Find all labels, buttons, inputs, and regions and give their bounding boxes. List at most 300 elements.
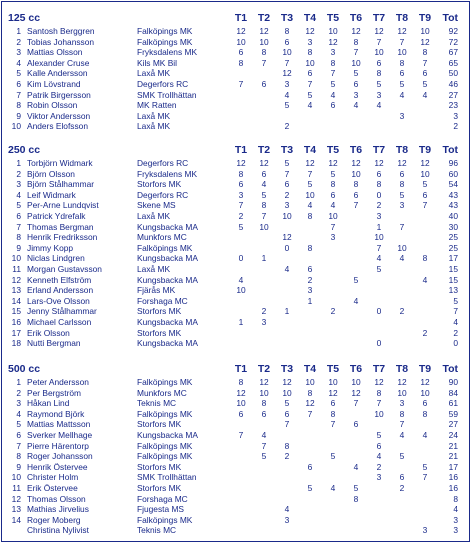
column-header-t2: T2 bbox=[257, 363, 271, 375]
rider-name-cell: Kalle Andersson bbox=[27, 68, 88, 79]
total-cell: 7 bbox=[453, 306, 458, 317]
table-row bbox=[0, 409, 473, 420]
score-cell-t3: 2 bbox=[284, 121, 290, 132]
class-250cc-section bbox=[0, 142, 473, 349]
club-cell: Falköpings MK bbox=[137, 451, 193, 462]
column-header-t9: T9 bbox=[418, 144, 432, 156]
table-row bbox=[0, 158, 473, 169]
score-cell-t3: 4 bbox=[284, 504, 290, 515]
score-cell-t9: 12 bbox=[420, 158, 430, 168]
score-cell-t5: 8 bbox=[330, 408, 336, 419]
score-cell-t7: 8 bbox=[376, 179, 382, 190]
score-cell-t7: 6 bbox=[376, 440, 382, 451]
club-cell: Kungsbacka MA bbox=[137, 221, 198, 232]
score-cell-t9: 10 bbox=[420, 26, 430, 36]
score-cell-t6: 8 bbox=[353, 36, 359, 47]
score-cell-t7: 7 bbox=[376, 36, 382, 47]
position-cell: 6 bbox=[16, 429, 21, 440]
total-cell: 96 bbox=[448, 158, 458, 168]
total-cell: 50 bbox=[448, 68, 458, 79]
score-cell-t4: 2 bbox=[307, 274, 313, 285]
score-cell-t4: 12 bbox=[305, 158, 315, 168]
position-cell: 2 bbox=[16, 168, 21, 179]
score-cell-t2: 10 bbox=[259, 387, 269, 398]
score-cell-t9: 12 bbox=[420, 36, 430, 47]
total-cell: 16 bbox=[448, 472, 458, 483]
score-cell-t4: 5 bbox=[307, 179, 313, 190]
score-cell-t8: 4 bbox=[399, 429, 405, 440]
score-cell-t6: 6 bbox=[353, 189, 359, 200]
total-cell: 60 bbox=[448, 168, 458, 179]
total-cell: 27 bbox=[448, 419, 458, 430]
score-cell-t7: 7 bbox=[376, 242, 382, 253]
score-cell-t2: 10 bbox=[259, 36, 269, 47]
score-cell-t3: 12 bbox=[282, 377, 292, 387]
score-cell-t5: 12 bbox=[328, 158, 338, 168]
score-cell-t7: 1 bbox=[376, 221, 382, 232]
score-cell-t7: 7 bbox=[376, 398, 382, 409]
score-cell-t2: 1 bbox=[261, 253, 267, 264]
club-cell: Laxå MK bbox=[137, 110, 171, 121]
rider-name-cell: Torbjörn Widmark bbox=[27, 158, 93, 168]
position-cell: 18 bbox=[11, 338, 21, 349]
table-row bbox=[0, 275, 473, 286]
score-cell-t6: 10 bbox=[351, 168, 361, 179]
table-row bbox=[0, 472, 473, 483]
total-cell: 4 bbox=[453, 316, 458, 327]
score-cell-t4: 12 bbox=[305, 26, 315, 36]
table-row bbox=[0, 68, 473, 79]
total-cell: 3 bbox=[453, 110, 458, 121]
total-cell: 59 bbox=[448, 408, 458, 419]
total-cell: 3 bbox=[453, 514, 458, 525]
total-cell: 4 bbox=[453, 504, 458, 515]
score-cell-t5: 3 bbox=[330, 232, 336, 243]
rider-name-cell: Michael Carlsson bbox=[27, 316, 92, 327]
rider-name-cell: Santosh Berggren bbox=[27, 26, 95, 36]
score-cell-t4: 8 bbox=[307, 242, 313, 253]
score-cell-t8: 8 bbox=[399, 57, 405, 68]
total-cell: 25 bbox=[448, 232, 458, 243]
position-cell: 14 bbox=[11, 295, 21, 306]
rider-name-cell: Pierre Härentorp bbox=[27, 440, 89, 451]
club-cell: Falköpings MK bbox=[137, 377, 193, 387]
table-row bbox=[0, 430, 473, 441]
rider-name-cell: Lars-Ove Olsson bbox=[27, 295, 90, 306]
club-cell: Teknis MC bbox=[137, 398, 177, 409]
score-cell-t2: 6 bbox=[261, 408, 267, 419]
position-cell: 16 bbox=[11, 316, 21, 327]
rider-name-cell: Erik Olsson bbox=[27, 327, 70, 338]
score-cell-t1: 8 bbox=[238, 377, 244, 387]
score-cell-t4: 3 bbox=[307, 285, 313, 296]
table-row bbox=[0, 285, 473, 296]
score-cell-t1: 8 bbox=[238, 57, 244, 68]
table-row bbox=[0, 222, 473, 233]
table-row bbox=[0, 90, 473, 101]
score-cell-t9: 6 bbox=[422, 398, 428, 409]
rider-name-cell: Niclas Lindgren bbox=[27, 253, 85, 264]
score-cell-t8: 6 bbox=[399, 472, 405, 483]
total-cell: 90 bbox=[448, 377, 458, 387]
score-cell-t5: 5 bbox=[330, 78, 336, 89]
score-cell-t9: 5 bbox=[422, 179, 428, 190]
club-cell: Falköpings MK bbox=[137, 440, 193, 451]
score-cell-t5: 5 bbox=[330, 168, 336, 179]
score-cell-t9: 5 bbox=[422, 461, 428, 472]
score-cell-t2: 7 bbox=[261, 57, 267, 68]
rider-name-cell: Tobias Johansson bbox=[27, 36, 95, 47]
score-cell-t9: 4 bbox=[422, 89, 428, 100]
table-row bbox=[0, 296, 473, 307]
club-cell: Laxå MK bbox=[137, 210, 171, 221]
table-row bbox=[0, 515, 473, 526]
total-cell: 21 bbox=[448, 440, 458, 451]
club-cell: Munkfors MC bbox=[137, 232, 187, 243]
club-cell: Falköpings MK bbox=[137, 36, 193, 47]
score-cell-t6: 5 bbox=[353, 68, 359, 79]
score-cell-t1: 12 bbox=[236, 158, 246, 168]
score-cell-t5: 10 bbox=[328, 377, 338, 387]
position-cell: 6 bbox=[16, 78, 21, 89]
score-cell-t2: 12 bbox=[259, 26, 269, 36]
score-cell-t1: 6 bbox=[238, 179, 244, 190]
score-cell-t5: 6 bbox=[330, 189, 336, 200]
rider-name-cell: Mattias Olsson bbox=[27, 47, 83, 58]
rider-name-cell: Mattias Mattsson bbox=[27, 419, 91, 430]
club-cell: Fryksdalens MK bbox=[137, 168, 198, 179]
score-cell-t9: 7 bbox=[422, 472, 428, 483]
class-500cc-section bbox=[0, 361, 473, 536]
score-cell-t5: 10 bbox=[328, 210, 338, 221]
score-cell-t3: 12 bbox=[282, 68, 292, 79]
score-cell-t1: 12 bbox=[236, 387, 246, 398]
score-cell-t4: 7 bbox=[307, 408, 313, 419]
score-cell-t3: 10 bbox=[282, 47, 292, 58]
club-cell: Storfors MK bbox=[137, 482, 182, 493]
score-cell-t1: 7 bbox=[238, 429, 244, 440]
club-cell: MK Ratten bbox=[137, 100, 177, 111]
club-cell: Falköpings MK bbox=[137, 26, 193, 36]
score-cell-t7: 10 bbox=[374, 47, 384, 58]
score-cell-t3: 8 bbox=[284, 26, 290, 36]
table-row bbox=[0, 328, 473, 339]
score-cell-t5: 7 bbox=[330, 419, 336, 430]
score-cell-t6: 7 bbox=[353, 47, 359, 58]
rider-name-cell: Robin Olsson bbox=[27, 100, 78, 111]
total-cell: 30 bbox=[448, 221, 458, 232]
score-cell-t7: 2 bbox=[376, 200, 382, 211]
rider-name-cell: Thomas Olsson bbox=[27, 493, 86, 504]
class-header-row bbox=[0, 10, 473, 26]
rider-name-cell: Henrik Östervee bbox=[27, 461, 88, 472]
score-cell-t8: 12 bbox=[397, 377, 407, 387]
table-row bbox=[0, 121, 473, 132]
score-cell-t2: 6 bbox=[261, 168, 267, 179]
score-cell-t3: 8 bbox=[284, 440, 290, 451]
score-cell-t1: 6 bbox=[238, 408, 244, 419]
score-cell-t7: 8 bbox=[376, 68, 382, 79]
score-cell-t4: 5 bbox=[307, 89, 313, 100]
column-header-t8: T8 bbox=[395, 144, 409, 156]
column-header-t9: T9 bbox=[418, 363, 432, 375]
column-header-t8: T8 bbox=[395, 12, 409, 24]
score-cell-t7: 8 bbox=[376, 387, 382, 398]
score-cell-t5: 10 bbox=[328, 26, 338, 36]
rider-name-cell: Anders Elofsson bbox=[27, 121, 88, 132]
score-cell-t8: 7 bbox=[399, 419, 405, 430]
total-cell: 65 bbox=[448, 57, 458, 68]
position-cell: 8 bbox=[16, 232, 21, 243]
column-header-t7: T7 bbox=[372, 363, 386, 375]
club-cell: Fjärås MK bbox=[137, 285, 176, 296]
class-title: 125 cc bbox=[8, 12, 41, 24]
score-cell-t8: 8 bbox=[399, 179, 405, 190]
score-cell-t5: 8 bbox=[330, 179, 336, 190]
rider-name-cell: Björn Stålhammar bbox=[27, 179, 95, 190]
column-header-t1: T1 bbox=[234, 12, 248, 24]
position-cell: 1 bbox=[16, 377, 21, 387]
score-cell-t3: 3 bbox=[284, 78, 290, 89]
score-cell-t1: 12 bbox=[236, 26, 246, 36]
rider-name-cell: Alexander Cruse bbox=[27, 57, 90, 68]
table-row bbox=[0, 211, 473, 222]
score-cell-t5: 5 bbox=[330, 451, 336, 462]
score-cell-t3: 10 bbox=[282, 210, 292, 221]
score-cell-t8: 7 bbox=[399, 36, 405, 47]
score-cell-t7: 4 bbox=[376, 100, 382, 111]
column-header-tot: Tot bbox=[442, 363, 458, 375]
score-cell-t3: 3 bbox=[284, 514, 290, 525]
score-cell-t6: 8 bbox=[353, 493, 359, 504]
score-cell-t2: 5 bbox=[261, 189, 267, 200]
score-cell-t4: 3 bbox=[307, 36, 313, 47]
score-cell-t7: 4 bbox=[376, 451, 382, 462]
total-cell: 21 bbox=[448, 451, 458, 462]
club-cell: Laxå MK bbox=[137, 68, 171, 79]
table-row bbox=[0, 306, 473, 317]
score-cell-t1: 10 bbox=[236, 36, 246, 47]
score-cell-t8: 10 bbox=[397, 387, 407, 398]
score-cell-t1: 6 bbox=[238, 47, 244, 58]
table-row bbox=[0, 441, 473, 452]
score-cell-t6: 4 bbox=[353, 295, 359, 306]
club-cell: Degerfors RC bbox=[137, 78, 189, 89]
score-cell-t6: 6 bbox=[353, 78, 359, 89]
club-cell: Forshaga MC bbox=[137, 295, 188, 306]
score-cell-t7: 0 bbox=[376, 338, 382, 349]
club-cell: Kils MK Bil bbox=[137, 57, 178, 68]
position-cell: 2 bbox=[16, 387, 21, 398]
score-cell-t9: 4 bbox=[422, 274, 428, 285]
score-cell-t8: 2 bbox=[399, 482, 405, 493]
club-cell: Kungsbacka MA bbox=[137, 338, 198, 349]
score-cell-t3: 0 bbox=[284, 242, 290, 253]
club-cell: Storfors MK bbox=[137, 461, 182, 472]
score-cell-t5: 8 bbox=[330, 57, 336, 68]
table-row bbox=[0, 200, 473, 211]
table-row bbox=[0, 243, 473, 254]
total-cell: 27 bbox=[448, 89, 458, 100]
score-cell-t8: 4 bbox=[399, 253, 405, 264]
score-cell-t6: 12 bbox=[351, 158, 361, 168]
total-cell: 5 bbox=[453, 295, 458, 306]
table-row bbox=[0, 253, 473, 264]
rider-name-cell: Nutti Bergman bbox=[27, 338, 81, 349]
score-cell-t7: 3 bbox=[376, 472, 382, 483]
rider-name-cell: Håkan Lind bbox=[27, 398, 70, 409]
rider-name-cell: Patrik Birgersson bbox=[27, 89, 91, 100]
column-header-t2: T2 bbox=[257, 144, 271, 156]
score-cell-t3: 5 bbox=[284, 398, 290, 409]
score-cell-t9: 4 bbox=[422, 429, 428, 440]
score-cell-t9: 8 bbox=[422, 253, 428, 264]
club-cell: Falköpings MK bbox=[137, 514, 193, 525]
score-cell-t8: 3 bbox=[399, 110, 405, 121]
column-header-t2: T2 bbox=[257, 12, 271, 24]
score-cell-t2: 3 bbox=[261, 316, 267, 327]
score-cell-t6: 8 bbox=[353, 179, 359, 190]
rider-name-cell: Per Bergström bbox=[27, 387, 81, 398]
table-row bbox=[0, 388, 473, 399]
table-row bbox=[0, 169, 473, 180]
score-cell-t3: 7 bbox=[284, 57, 290, 68]
score-cell-t3: 12 bbox=[282, 232, 292, 243]
rider-name-cell: Christer Holm bbox=[27, 472, 79, 483]
total-cell: 46 bbox=[448, 78, 458, 89]
score-cell-t4: 6 bbox=[307, 263, 313, 274]
total-cell: 43 bbox=[448, 189, 458, 200]
score-cell-t3: 7 bbox=[284, 168, 290, 179]
score-cell-t3: 10 bbox=[282, 387, 292, 398]
score-cell-t8: 7 bbox=[399, 221, 405, 232]
score-cell-t9: 7 bbox=[422, 57, 428, 68]
column-header-t6: T6 bbox=[349, 144, 363, 156]
position-cell: 11 bbox=[12, 263, 21, 274]
score-cell-t3: 4 bbox=[284, 263, 290, 274]
score-cell-t8: 2 bbox=[399, 306, 405, 317]
score-cell-t4: 10 bbox=[305, 57, 315, 68]
position-cell: 3 bbox=[16, 179, 21, 190]
table-row bbox=[0, 504, 473, 515]
club-cell: SMK Trollhättan bbox=[137, 89, 197, 100]
score-cell-t2: 10 bbox=[259, 221, 269, 232]
club-cell: Falköpings MK bbox=[137, 408, 193, 419]
score-cell-t9: 6 bbox=[422, 189, 428, 200]
position-cell: 5 bbox=[16, 200, 21, 211]
table-row bbox=[0, 264, 473, 275]
score-cell-t5: 7 bbox=[330, 68, 336, 79]
score-cell-t1: 2 bbox=[238, 210, 244, 221]
position-cell: 7 bbox=[16, 440, 21, 451]
score-cell-t9: 3 bbox=[422, 525, 428, 536]
table-row bbox=[0, 377, 473, 388]
total-cell: 25 bbox=[448, 242, 458, 253]
score-cell-t7: 12 bbox=[374, 377, 384, 387]
score-cell-t1: 4 bbox=[238, 274, 244, 285]
table-row bbox=[0, 398, 473, 409]
club-cell: SMK Trollhättan bbox=[137, 472, 197, 483]
score-cell-t1: 8 bbox=[238, 168, 244, 179]
table-row bbox=[0, 111, 473, 122]
score-cell-t4: 8 bbox=[307, 47, 313, 58]
score-cell-t2: 8 bbox=[261, 47, 267, 58]
class-header-row bbox=[0, 142, 473, 158]
table-row bbox=[0, 100, 473, 111]
club-cell: Kungsbacka MA bbox=[137, 274, 198, 285]
score-cell-t8: 10 bbox=[397, 242, 407, 253]
position-cell: 13 bbox=[11, 504, 21, 515]
club-cell: Munkfors MC bbox=[137, 387, 187, 398]
table-row bbox=[0, 419, 473, 430]
score-cell-t6: 7 bbox=[353, 200, 359, 211]
score-cell-t4: 8 bbox=[307, 387, 313, 398]
table-row bbox=[0, 232, 473, 243]
score-cell-t9: 8 bbox=[422, 408, 428, 419]
score-cell-t1: 1 bbox=[238, 316, 244, 327]
score-cell-t6: 6 bbox=[353, 419, 359, 430]
club-cell: Storfors MK bbox=[137, 306, 182, 317]
rider-name-cell: Jenny Stålhammar bbox=[27, 306, 97, 317]
position-cell: 8 bbox=[16, 451, 21, 462]
score-cell-t2: 4 bbox=[261, 429, 267, 440]
position-cell: 3 bbox=[16, 47, 21, 58]
position-cell: 10 bbox=[11, 472, 21, 483]
position-cell: 10 bbox=[11, 121, 21, 132]
score-cell-t2: 7 bbox=[261, 210, 267, 221]
score-cell-t3: 6 bbox=[284, 408, 290, 419]
table-row bbox=[0, 190, 473, 201]
score-cell-t4: 1 bbox=[307, 295, 313, 306]
score-cell-t6: 4 bbox=[353, 100, 359, 111]
table-row bbox=[0, 47, 473, 58]
score-cell-t9: 7 bbox=[422, 200, 428, 211]
table-row bbox=[0, 317, 473, 328]
score-cell-t9: 2 bbox=[422, 327, 428, 338]
position-cell: 7 bbox=[16, 221, 21, 232]
score-cell-t9: 8 bbox=[422, 47, 428, 58]
club-cell: Forshaga MC bbox=[137, 493, 188, 504]
score-cell-t7: 5 bbox=[376, 78, 382, 89]
total-cell: 3 bbox=[453, 525, 458, 536]
score-cell-t3: 1 bbox=[284, 306, 290, 317]
rider-name-cell: Sverker Mellhage bbox=[27, 429, 93, 440]
total-cell: 15 bbox=[448, 274, 458, 285]
score-cell-t6: 10 bbox=[351, 377, 361, 387]
score-cell-t1: 3 bbox=[238, 189, 244, 200]
club-cell: Laxå MK bbox=[137, 263, 171, 274]
score-cell-t8: 12 bbox=[397, 158, 407, 168]
rider-name-cell: Viktor Andersson bbox=[27, 110, 91, 121]
position-cell: 6 bbox=[16, 210, 21, 221]
total-cell: 72 bbox=[448, 36, 458, 47]
score-cell-t7: 0 bbox=[376, 189, 382, 200]
score-cell-t8: 5 bbox=[399, 189, 405, 200]
score-cell-t5: 12 bbox=[328, 36, 338, 47]
score-cell-t6: 5 bbox=[353, 482, 359, 493]
column-header-t5: T5 bbox=[326, 144, 340, 156]
position-cell: 7 bbox=[16, 89, 21, 100]
class-125cc-section bbox=[0, 10, 473, 132]
total-cell: 17 bbox=[448, 461, 458, 472]
club-cell: Storfors MK bbox=[137, 327, 182, 338]
rider-name-cell: Christina Nylivist bbox=[27, 525, 89, 536]
column-header-t1: T1 bbox=[234, 363, 248, 375]
column-header-t4: T4 bbox=[303, 12, 317, 24]
rider-name-cell: Thomas Bergman bbox=[27, 221, 94, 232]
score-cell-t9: 6 bbox=[422, 68, 428, 79]
score-cell-t4: 7 bbox=[307, 168, 313, 179]
